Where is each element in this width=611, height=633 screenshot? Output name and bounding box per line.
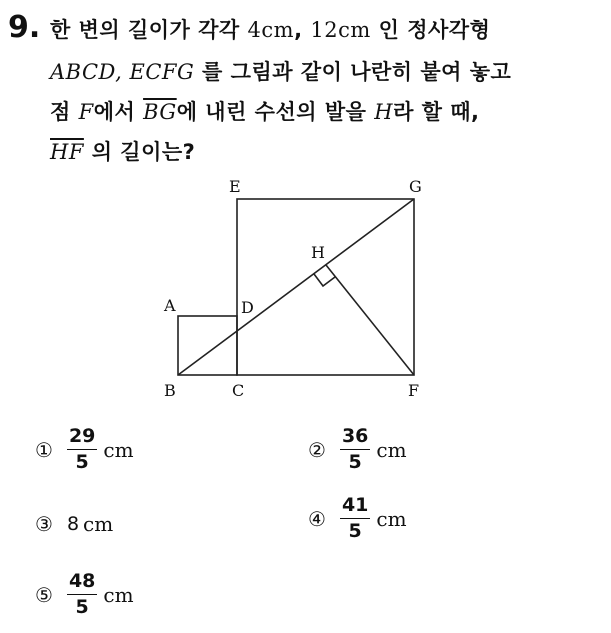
segment-hf [326, 265, 414, 375]
denominator: 5 [348, 451, 362, 473]
numerator: 29 [67, 425, 97, 450]
right-angle-mark [314, 274, 335, 286]
segment-name: $\overline{HF}$ [50, 140, 84, 164]
square-abcd [178, 316, 237, 375]
square-ecfg [237, 199, 414, 375]
label-a: A [164, 296, 176, 315]
option-marker: ⑤ [35, 582, 53, 607]
unit: cm [376, 437, 407, 462]
geometry-figure [150, 170, 450, 410]
question-line-4 [50, 136, 195, 166]
point-name: H [374, 100, 394, 124]
label-d: D [241, 298, 254, 317]
text-segment: 한 변의 길이가 각각 [50, 18, 248, 42]
text-segment: 의 길이는? [83, 140, 196, 164]
label-e: E [229, 177, 241, 196]
text-segment: 라 할 때, [393, 100, 480, 124]
unit: cm [103, 582, 134, 607]
option-2[interactable] [308, 425, 407, 474]
option-1[interactable] [35, 425, 134, 474]
text-segment: 인 정사각형 [370, 18, 491, 42]
label-g: G [409, 177, 422, 196]
square-names: ABCD, ECFG [50, 60, 195, 84]
text-segment: , [294, 18, 311, 42]
label-f: F [408, 381, 420, 400]
fraction [340, 425, 370, 474]
question-number: 9. [8, 10, 41, 45]
denominator: 5 [348, 520, 362, 542]
numerator: 48 [67, 570, 97, 595]
unit: cm [103, 437, 134, 462]
text-segment: 에서 [93, 100, 144, 124]
question-line-1 [50, 14, 490, 44]
unit: cm [376, 506, 407, 531]
numerator: 36 [340, 425, 370, 450]
fraction [67, 570, 97, 619]
label-h: H [311, 243, 325, 262]
option-4[interactable] [308, 494, 407, 543]
option-5[interactable] [35, 570, 134, 619]
label-c: C [232, 381, 245, 400]
option-3[interactable] [35, 512, 113, 536]
question-line-3 [50, 96, 480, 126]
length-value: 12cm [310, 18, 371, 42]
question-line-2 [50, 56, 511, 86]
text-segment: 점 [50, 100, 79, 124]
fraction [67, 425, 97, 474]
length-value: 4cm [247, 18, 295, 42]
point-name: F [78, 100, 94, 124]
option-value: 8 [66, 513, 80, 535]
text-segment: 에 내린 수선의 발을 [176, 100, 375, 124]
option-marker: ② [308, 437, 326, 462]
fraction [340, 494, 370, 543]
option-marker: ③ [35, 512, 53, 536]
denominator: 5 [75, 451, 89, 473]
option-marker: ④ [308, 506, 326, 531]
label-b: B [164, 381, 176, 400]
option-marker: ① [35, 437, 53, 462]
numerator: 41 [340, 494, 370, 519]
denominator: 5 [75, 596, 89, 618]
segment-bg [178, 199, 414, 375]
segment-name: $\overline{BG}$ [143, 100, 177, 124]
text-segment: 를 그림과 같이 나란히 붙여 놓고 [194, 60, 512, 84]
unit: cm [83, 512, 114, 536]
